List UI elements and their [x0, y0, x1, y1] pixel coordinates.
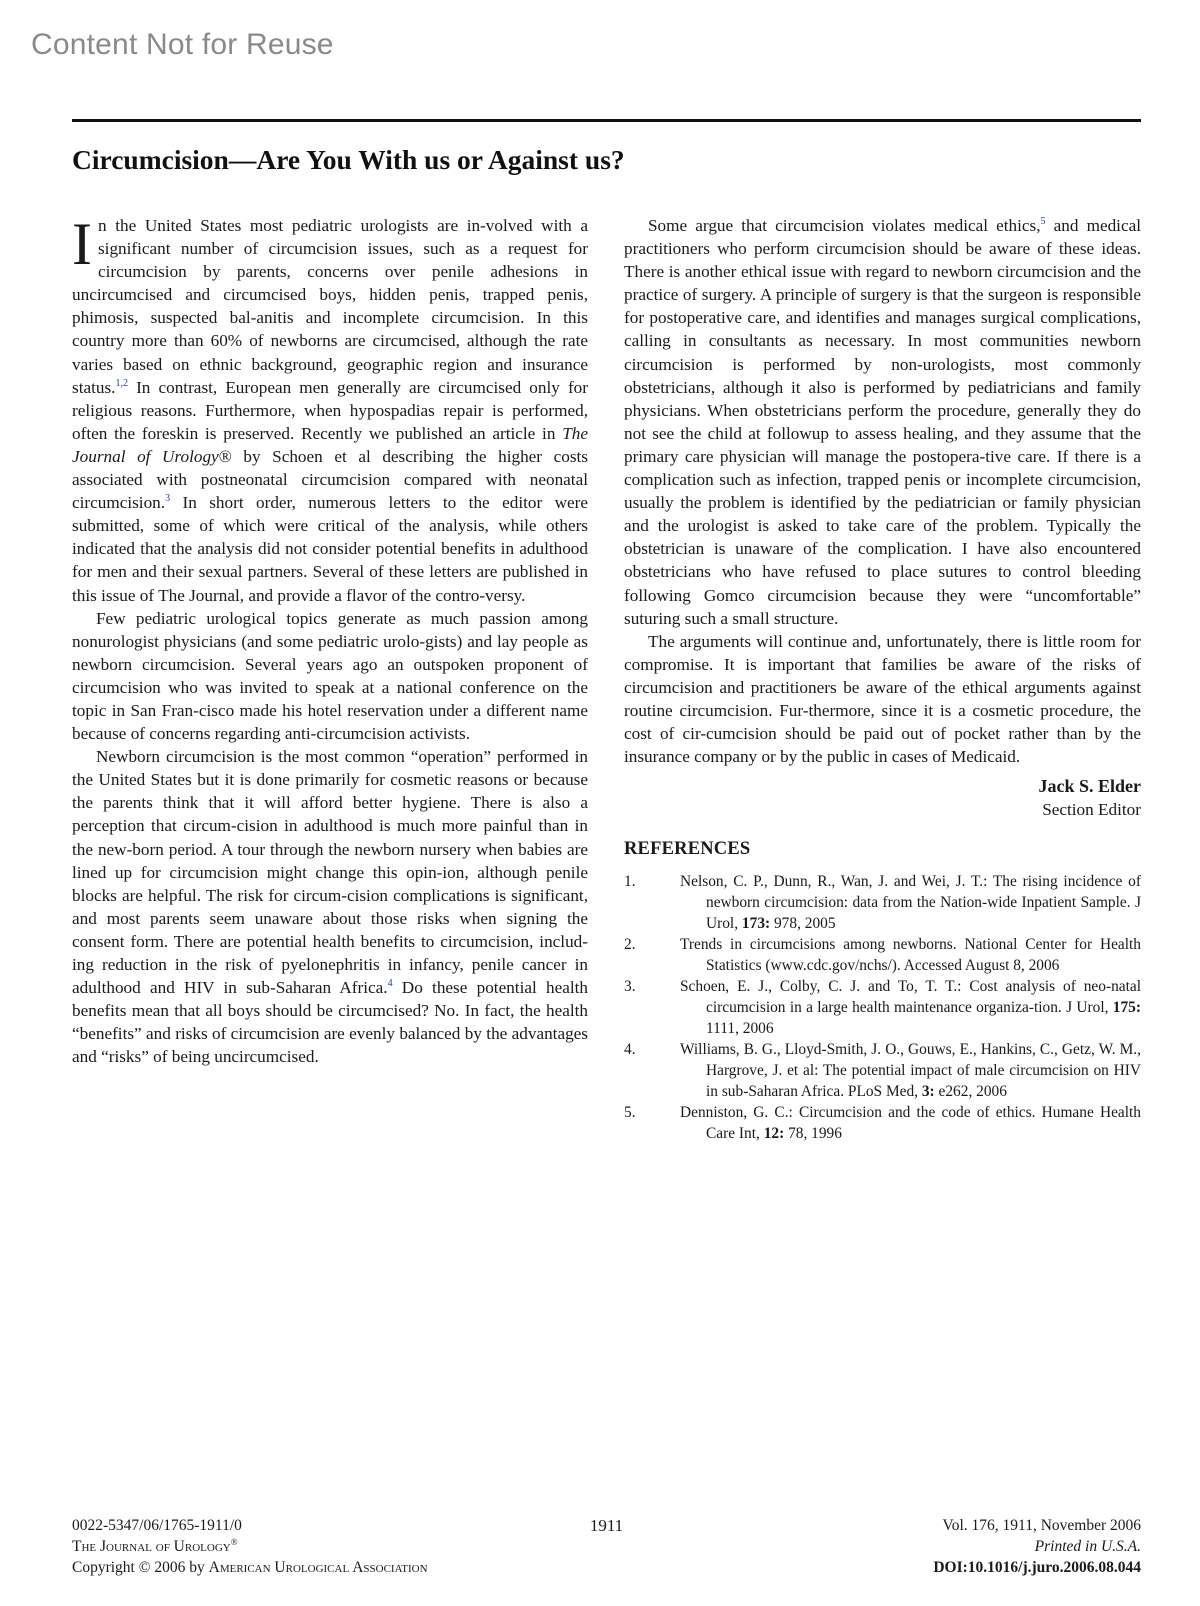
footer-right: [933, 1515, 1141, 1578]
journal-line: The Journal of Urology®: [72, 1537, 238, 1555]
paragraph-text: Some argue that circumcision violates medical ethics,: [648, 216, 1041, 235]
paragraph-2: Few pediatric urological topics generate as much passion among nonurologist physicians (and some pediatric urolo-gists) and lay people as newborn circumcision. Several years ago an outspoken proponent of circumcision who was invited to speak at a national conference on the topic in San Fran-cisco made his hotel reservation under a different name because of concerns regarding anti-circumcision activists.: [72, 608, 588, 744]
paragraph-text: Do these potential health benefits mean that all boys should be circumcised? No. In fact, the health “benefits” and risks of circumcision are evenly balanced by the advantages and “risks” of being uncircumcised.: [72, 978, 588, 1067]
references-list: [624, 871, 1141, 1144]
paragraph-3: [72, 745, 588, 1068]
paragraph-text: Newborn circumcision is the most common “operation” performed in the United States but it is done primarily for cosmetic reasons or because the parents think that it will afford better hygiene. There is also a perception that circum-cision in adulthood is much more painful than in the new-born period. A tour through the newborn nursery when babies are lined up for circumcision might change this opin-ion, although penile blocks are helpful. The risk for circum-cision complications is significant, and most parents seem unaware about those risks when signing the consent form. There are potential health benefits to circumcision, includ-ing reduction in the risk of pyelonephritis in infancy, penile cancer in adulthood and HIV in sub-Saharan Africa.: [72, 747, 588, 998]
author-name: Jack S. Elder: [1038, 776, 1141, 797]
top-rule: [72, 119, 1141, 122]
paragraph-5: The arguments will continue and, unfortunately, there is little room for compromise. It is important that families be aware of the risks of circumcision and practitioners be aware of the ethical arguments against routine circumcision. Fur-thermore, since it is a cosmetic procedure, the cost of cir-cumcision should be paid out of pocket rather than by the insurance company or by the public in cases of Medicaid.: [624, 631, 1141, 767]
reference-text: Denniston, G. C.: Circumcision and the code of ethics. Humane Health Care Int, 12: 78, 1996: [680, 1103, 1141, 1142]
references-heading: REFERENCES: [624, 839, 751, 860]
reference-item: [624, 976, 1141, 1039]
printed-in: Printed in U.S.A.: [1034, 1538, 1141, 1555]
journal-name: The Journal of Urology: [72, 423, 588, 466]
reference-number: 4.: [624, 1040, 636, 1058]
article-title: Circumcision—Are You With us or Against us?: [72, 144, 625, 175]
drop-cap: I: [72, 211, 92, 277]
reference-text: Trends in circumcisions among newborns. National Center for Health Statistics (www.cdc.gov/nchs/). Accessed August 8, 2006: [680, 935, 1141, 974]
citation-link[interactable]: 1,2: [115, 377, 128, 389]
paragraph-text: In contrast, European men generally are circumcised only for religious reasons. Furthermore, when hypospadias repair is performed, often the foreskin is preserved. Recently we published an article in: [72, 377, 588, 443]
left-column: [72, 211, 588, 1068]
paragraph-4: [624, 214, 1141, 630]
paragraph-text: by Schoen et al describing the higher costs associated with postneonatal circumcision compared with neonatal circumcision.: [72, 446, 588, 513]
copyright: Copyright © 2006 by American Urological Association: [72, 1559, 428, 1576]
citation-link[interactable]: 4: [387, 978, 393, 990]
watermark: Content Not for Reuse: [31, 28, 334, 61]
author-role: Section Editor: [1042, 800, 1141, 820]
reference-text: Williams, B. G., Lloyd-Smith, J. O., Gouws, E., Hankins, C., Getz, W. M., Hargrove, J. et al: The potential impact of male circumcision on HIV in sub-Saharan Africa. PLoS Med, 3: e262, 2006: [680, 1040, 1141, 1100]
reference-number: 3.: [624, 977, 636, 995]
citation-link[interactable]: 5: [1040, 216, 1046, 227]
paragraph-1: [72, 211, 588, 607]
paragraph-text: In short order, numerous letters to the editor were submitted, some of which were critical of the analysis, while others indicated that the analysis did not consider potential benefits in adulthood for men and their sexual partners. Several of these letters are published in this issue of The Journal, and provide a flavor of the contro-versy.: [72, 493, 588, 605]
reference-number: 1.: [624, 872, 636, 890]
reference-text: Nelson, C. P., Dunn, R., Wan, J. and Wei, J. T.: The rising incidence of newborn circumcision: data from the Nation-wide Inpatient Sample. J Urol, 173: 978, 2005: [680, 872, 1141, 932]
right-column: [624, 214, 1141, 1144]
signature: [624, 775, 1141, 821]
reference-number: 2.: [624, 935, 636, 953]
reference-text: Schoen, E. J., Colby, C. J. and To, T. T.: Cost analysis of neo-natal circumcision in a large health maintenance organiza-tion. J Urol, 175: 1111, 2006: [680, 977, 1141, 1037]
issn: 0022-5347/06/1765-1911/0: [72, 1517, 242, 1534]
reference-item: [624, 1039, 1141, 1102]
page-number: 1911: [589, 1516, 624, 1535]
registered-mark: ®: [218, 446, 232, 466]
citation-link[interactable]: 3: [165, 493, 171, 505]
reference-item: [624, 934, 1141, 976]
reference-item: [624, 871, 1141, 934]
volume-info: Vol. 176, 1911, November 2006: [942, 1517, 1141, 1534]
doi[interactable]: DOI:10.1016/j.juro.2006.08.044: [933, 1559, 1141, 1576]
reference-number: 5.: [624, 1103, 636, 1121]
paragraph-text: and medical practitioners who perform circumcision should be aware of these ideas. There is another ethical issue with regard to newborn circumcision and the practice of surgery. A principle of surgery is that the surgeon is responsible for postoperative care, and identifies and manages surgical complications, calling in consultants as necessary. In most communities newborn circumcision is performed by non-urologists, most commonly obstetricians, although it also is performed by pediatricians and family physicians. When obstetricians perform the procedure, generally they do not see the child at followup to assess healing, and they assume that the primary care physician will manage the postopera-tive care. If there is a complication such as infection, trapped penis or incomplete circumcision, usually the problem is identified by the pediatrician or family physician and the urologist is asked to take care of the problem. Typically the obstetrician is unaware of the complication. I have also encountered obstetricians who have refused to place sutures to control bleeding following Gomco circumcision because they were “uncomfortable” suturing such a small structure.: [624, 216, 1141, 628]
paragraph-text: n the United States most pediatric urologists are in-volved with a significant number of circumcision issues, such as a request for circumcision by parents, concerns over penile adhesions in uncircumcised and circumcised boys, hidden penis, trapped penis, phimosis, suspected bal-anitis and incomplete circumcision. In this country more than 60% of newborns are circumcised, although the rate varies based on ethnic background, geographic region and insurance status.: [72, 216, 588, 397]
reference-item: [624, 1102, 1141, 1144]
